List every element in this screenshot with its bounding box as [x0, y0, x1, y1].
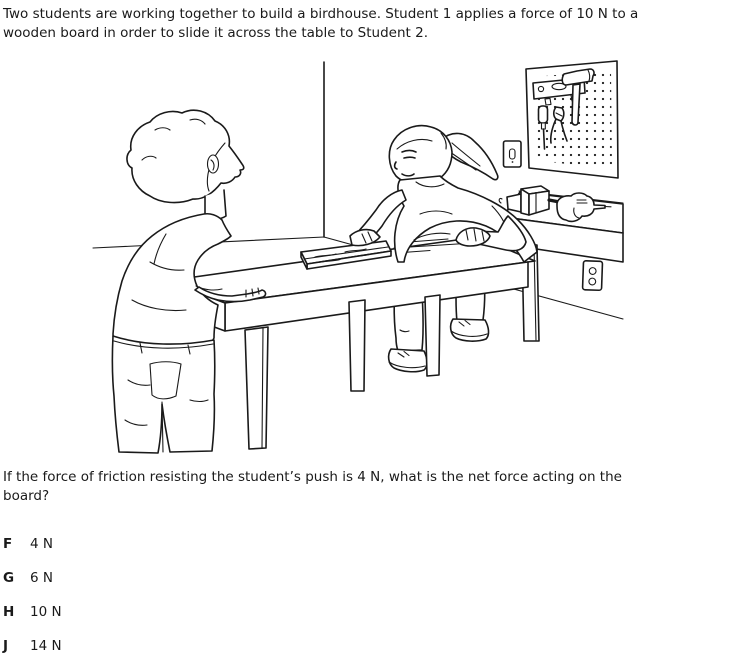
choice-text: 4 N	[30, 536, 53, 552]
jeans	[112, 336, 214, 453]
intro-line-2: wooden board in order to slide it across the table to Student 2.	[3, 25, 428, 41]
choice-text: 14 N	[30, 638, 62, 654]
choice-letter: H	[3, 604, 15, 620]
head	[127, 110, 244, 202]
choice-text: 6 N	[30, 570, 53, 586]
question-line-2: board?	[3, 488, 50, 504]
choice-text: 10 N	[30, 604, 62, 620]
sneaker	[389, 349, 427, 372]
sneaker	[451, 319, 489, 341]
table	[166, 237, 535, 449]
answer-choices	[3, 536, 62, 672]
intro-line-1: Two students are working together to build a birdhouse. Student 1 applies a force of 10 N to a	[3, 6, 639, 22]
choice-f[interactable]	[3, 536, 62, 570]
table-leg	[425, 295, 440, 376]
table-leg	[349, 300, 365, 391]
choice-g[interactable]	[3, 570, 62, 604]
choice-letter: G	[3, 570, 15, 586]
choice-letter: F	[3, 536, 13, 552]
choice-h[interactable]	[3, 604, 62, 638]
choice-letter: J	[3, 638, 9, 654]
pegboard	[526, 61, 618, 178]
wall-outlet	[583, 261, 603, 291]
question-paragraph	[3, 468, 622, 506]
choice-j[interactable]	[3, 638, 62, 672]
light-switch	[504, 141, 522, 167]
table-leg	[245, 327, 268, 449]
question-line-1: If the force of friction resisting the student’s push is 4 N, what is the net force acting on the	[3, 469, 622, 485]
